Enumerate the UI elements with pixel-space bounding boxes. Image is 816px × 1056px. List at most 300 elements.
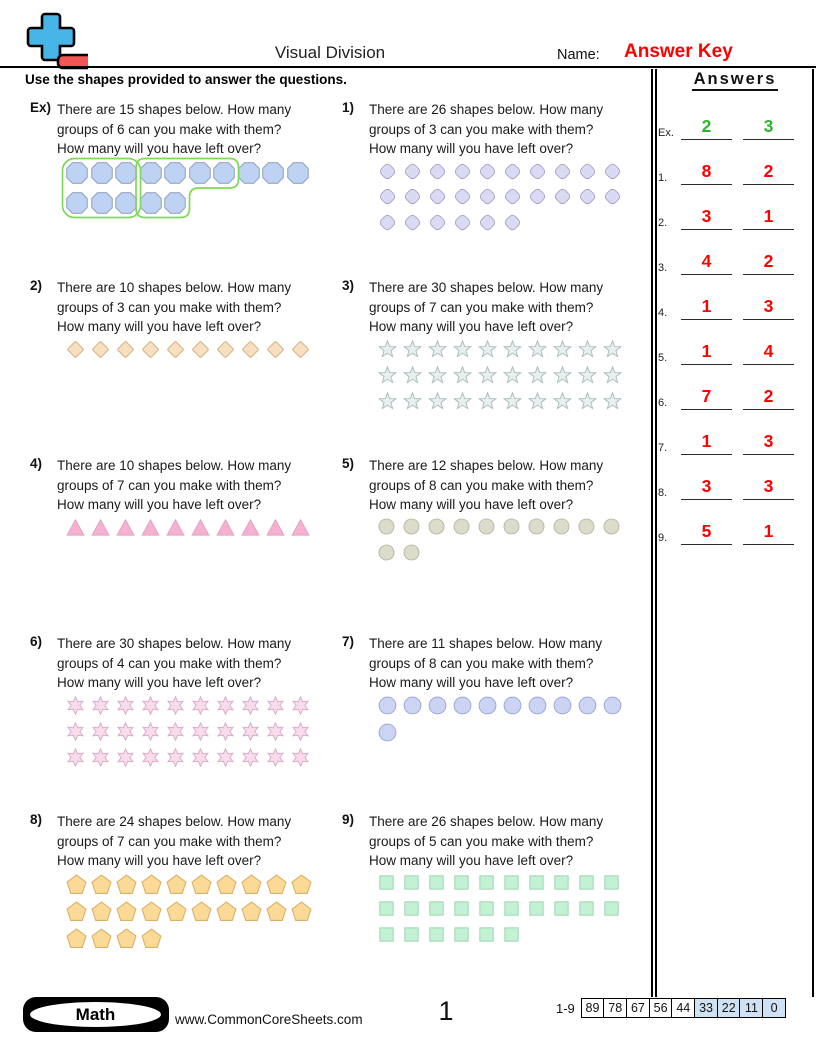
star5-shape-icon (453, 392, 472, 411)
problem-text-line: groups of 7 can you make with them? (57, 833, 282, 849)
star6-shape-icon (91, 722, 110, 741)
octagon-shape-icon (189, 162, 211, 184)
answers-divider-line-right (655, 69, 657, 997)
answer-label: 5. (658, 352, 668, 364)
answer-remainder-blank (743, 386, 794, 410)
square-shape-icon (378, 874, 395, 891)
site-url: www.CommonCoreSheets.com (175, 1012, 363, 1027)
star6-shape-icon (241, 696, 260, 715)
answer-row-3 (658, 243, 810, 275)
square-shape-icon (578, 874, 595, 891)
diamond-rounded-shape-icon (528, 187, 547, 206)
circle-shape-icon (378, 696, 397, 715)
answer-row-ex (658, 108, 810, 140)
circle-shape-icon (378, 544, 395, 561)
star5-shape-icon (503, 392, 522, 411)
octagon-shape-icon (115, 192, 137, 214)
problem-ex (30, 100, 335, 220)
circle-shape-icon (378, 723, 397, 742)
star5-shape-icon (453, 366, 472, 385)
problem-text (369, 634, 647, 693)
square-shape-icon (528, 900, 545, 917)
answer-row-7 (658, 423, 810, 455)
answer-groups-value: 5 (701, 521, 712, 541)
triangle-shape-icon (166, 518, 185, 537)
problem-text-line: groups of 8 can you make with them? (369, 477, 594, 493)
problem-text-line: There are 10 shapes below. How many (57, 458, 292, 473)
diamond-rounded-shape-icon (603, 162, 622, 181)
answer-groups-value: 3 (701, 206, 712, 226)
square-shape-icon (578, 900, 595, 917)
diamond-shape-icon (166, 340, 185, 359)
pentagon-shape-icon (91, 901, 112, 922)
answer-groups-value: 3 (701, 476, 712, 496)
problem-number: 7) (342, 634, 355, 649)
star6-shape-icon (91, 748, 110, 767)
diamond-rounded-shape-icon (503, 213, 522, 232)
problem-text-line: groups of 8 can you make with them? (369, 655, 594, 671)
diamond-rounded-shape-icon (553, 162, 572, 181)
diamond-rounded-shape-icon (553, 187, 572, 206)
square-shape-icon (553, 874, 570, 891)
square-shape-icon (428, 926, 445, 943)
problem-text-line: How many will you have left over? (369, 497, 574, 512)
pentagon-shape-icon (116, 874, 137, 895)
star5-shape-icon (578, 366, 597, 385)
square-shape-icon (403, 874, 420, 891)
problem-text (369, 278, 647, 337)
octagon-shape-icon (164, 162, 186, 184)
square-shape-icon (553, 900, 570, 917)
star6-shape-icon (241, 722, 260, 741)
problem-text (57, 100, 335, 159)
problem-number: 6) (30, 634, 43, 649)
diamond-rounded-shape-icon (578, 187, 597, 206)
diamond-shape-icon (291, 340, 310, 359)
circle-shape-icon (528, 696, 547, 715)
star5-shape-icon (603, 366, 622, 385)
answer-groups-value: 8 (701, 161, 712, 181)
star5-shape-icon (403, 392, 422, 411)
answer-remainder-value: 3 (763, 476, 774, 496)
star5-shape-icon (453, 340, 472, 359)
answer-groups-blank (681, 161, 732, 185)
star5-shape-icon (478, 366, 497, 385)
diamond-shape-icon (266, 340, 285, 359)
answer-groups-blank (681, 296, 732, 320)
square-shape-icon (603, 874, 620, 891)
name-label: Name: (557, 47, 600, 63)
score-cell: 44 (671, 998, 695, 1018)
diamond-rounded-shape-icon (453, 213, 472, 232)
page-number: 1 (438, 996, 454, 1026)
star5-shape-icon (528, 392, 547, 411)
answer-row-4 (658, 288, 810, 320)
pentagon-shape-icon (216, 901, 237, 922)
problem-number: 5) (342, 456, 355, 471)
diamond-rounded-shape-icon (378, 187, 397, 206)
problem-text-line: How many will you have left over? (369, 853, 574, 868)
star6-shape-icon (291, 696, 310, 715)
star6-shape-icon (216, 722, 235, 741)
pentagon-shape-icon (66, 928, 87, 949)
problem-number: 1) (342, 100, 355, 115)
pentagon-shape-icon (91, 874, 112, 895)
square-shape-icon (603, 900, 620, 917)
square-shape-icon (478, 874, 495, 891)
diamond-shape-icon (66, 340, 85, 359)
star5-shape-icon (503, 366, 522, 385)
shape-grid (378, 518, 647, 567)
star5-shape-icon (578, 340, 597, 359)
shape-grid (378, 340, 647, 417)
circle-shape-icon (503, 696, 522, 715)
answer-remainder-value: 1 (763, 206, 774, 226)
star6-shape-icon (291, 722, 310, 741)
answer-label: Ex. (658, 127, 674, 139)
problem-8 (30, 812, 335, 955)
answer-remainder-blank (743, 476, 794, 500)
answer-groups-blank (681, 386, 732, 410)
score-table (556, 998, 786, 1018)
circle-shape-icon (403, 696, 422, 715)
diamond-rounded-shape-icon (403, 187, 422, 206)
star6-shape-icon (266, 748, 285, 767)
score-cell: 0 (762, 998, 786, 1018)
answer-remainder-value: 3 (763, 296, 774, 316)
square-shape-icon (428, 900, 445, 917)
answer-groups-blank (681, 521, 732, 545)
square-shape-icon (378, 926, 395, 943)
square-shape-icon (478, 926, 495, 943)
problem-text-line: How many will you have left over? (57, 319, 262, 334)
problem-text-line: There are 26 shapes below. How many (369, 814, 604, 829)
circle-shape-icon (403, 518, 420, 535)
circle-shape-icon (578, 696, 597, 715)
star6-shape-icon (291, 748, 310, 767)
circle-shape-icon (503, 518, 520, 535)
diamond-rounded-shape-icon (453, 187, 472, 206)
star5-shape-icon (528, 366, 547, 385)
star6-shape-icon (66, 722, 85, 741)
answer-remainder-value: 2 (763, 251, 774, 271)
shape-grid (378, 696, 647, 748)
star6-shape-icon (216, 748, 235, 767)
problem-text-line: How many will you have left over? (57, 675, 262, 690)
pentagon-shape-icon (141, 928, 162, 949)
answer-row-1 (658, 153, 810, 185)
triangle-shape-icon (241, 518, 260, 537)
diamond-shape-icon (191, 340, 210, 359)
pentagon-shape-icon (116, 901, 137, 922)
diamond-rounded-shape-icon (403, 213, 422, 232)
diamond-rounded-shape-icon (478, 187, 497, 206)
star6-shape-icon (116, 748, 135, 767)
star6-shape-icon (266, 696, 285, 715)
answer-remainder-blank (743, 251, 794, 275)
star5-shape-icon (603, 340, 622, 359)
pentagon-shape-icon (291, 874, 312, 895)
star6-shape-icon (116, 696, 135, 715)
star6-shape-icon (241, 748, 260, 767)
star5-shape-icon (378, 340, 397, 359)
pentagon-shape-icon (266, 901, 287, 922)
diamond-rounded-shape-icon (453, 162, 472, 181)
problem-text (57, 634, 335, 693)
problem-text-line: There are 24 shapes below. How many (57, 814, 292, 829)
problem-text-line: How many will you have left over? (369, 141, 574, 156)
problem-text-line: groups of 7 can you make with them? (369, 299, 594, 315)
star6-shape-icon (91, 696, 110, 715)
instruction-text: Use the shapes provided to answer the questions. (25, 72, 347, 87)
triangle-shape-icon (91, 518, 110, 537)
score-cell: 78 (603, 998, 627, 1018)
diamond-rounded-shape-icon (503, 187, 522, 206)
circle-shape-icon (428, 518, 445, 535)
answer-remainder-value: 3 (763, 116, 774, 136)
answer-remainder-value: 1 (763, 521, 774, 541)
diamond-shape-icon (91, 340, 110, 359)
problem-1 (342, 100, 647, 238)
star5-shape-icon (378, 366, 397, 385)
score-cell: 22 (717, 998, 741, 1018)
answer-label: 9. (658, 532, 668, 544)
star5-shape-icon (403, 366, 422, 385)
star6-shape-icon (166, 748, 185, 767)
answer-label: 4. (658, 307, 668, 319)
answer-row-9 (658, 513, 810, 545)
problem-text-line: There are 30 shapes below. How many (369, 280, 604, 295)
star6-shape-icon (141, 748, 160, 767)
square-shape-icon (403, 900, 420, 917)
problem-text (369, 812, 647, 871)
answer-remainder-value: 3 (763, 431, 774, 451)
octagon-shape-icon (66, 192, 88, 214)
circle-shape-icon (453, 518, 470, 535)
diamond-rounded-shape-icon (428, 187, 447, 206)
answer-groups-blank (681, 476, 732, 500)
circle-shape-icon (553, 518, 570, 535)
problem-text-line: groups of 5 can you make with them? (369, 833, 594, 849)
score-cell: 89 (581, 998, 605, 1018)
answer-row-5 (658, 333, 810, 365)
answer-groups-blank (681, 341, 732, 365)
diamond-rounded-shape-icon (528, 162, 547, 181)
octagon-shape-icon (115, 162, 137, 184)
answer-label: 1. (658, 172, 668, 184)
pentagon-shape-icon (116, 928, 137, 949)
diamond-rounded-shape-icon (578, 162, 597, 181)
answer-groups-value: 7 (701, 386, 712, 406)
problem-text (57, 456, 335, 515)
answer-remainder-blank (743, 341, 794, 365)
problem-text-line: How many will you have left over? (57, 853, 262, 868)
square-shape-icon (528, 874, 545, 891)
circle-shape-icon (578, 518, 595, 535)
square-shape-icon (478, 900, 495, 917)
answer-label: 2. (658, 217, 668, 229)
pentagon-shape-icon (66, 874, 87, 895)
triangle-shape-icon (66, 518, 85, 537)
pentagon-shape-icon (141, 901, 162, 922)
star6-shape-icon (141, 722, 160, 741)
score-range-label: 1-9 (556, 1000, 575, 1016)
problem-9 (342, 812, 647, 949)
problem-text-line: How many will you have left over? (369, 675, 574, 690)
header-divider (0, 66, 816, 68)
pentagon-shape-icon (91, 928, 112, 949)
answer-groups-value: 1 (701, 296, 712, 316)
pentagon-shape-icon (266, 874, 287, 895)
problem-2 (30, 278, 335, 365)
star5-shape-icon (553, 366, 572, 385)
problem-7 (342, 634, 647, 748)
star5-shape-icon (403, 340, 422, 359)
shape-grid (66, 696, 335, 773)
answer-row-8 (658, 468, 810, 500)
answer-groups-blank (681, 116, 732, 140)
star5-shape-icon (478, 392, 497, 411)
pentagon-shape-icon (141, 874, 162, 895)
star5-shape-icon (428, 392, 447, 411)
pentagon-shape-icon (216, 874, 237, 895)
answer-remainder-blank (743, 431, 794, 455)
score-cell: 33 (694, 998, 718, 1018)
answer-remainder-blank (743, 116, 794, 140)
star6-shape-icon (116, 722, 135, 741)
diamond-rounded-shape-icon (378, 213, 397, 232)
circle-shape-icon (478, 518, 495, 535)
circle-shape-icon (603, 696, 622, 715)
diamond-rounded-shape-icon (478, 162, 497, 181)
star6-shape-icon (191, 696, 210, 715)
problem-number: 8) (30, 812, 43, 827)
octagon-shape-icon (238, 162, 260, 184)
pentagon-shape-icon (166, 901, 187, 922)
problem-text-line: How many will you have left over? (369, 319, 574, 334)
square-shape-icon (453, 900, 470, 917)
shape-grid (66, 518, 335, 543)
problem-number: 4) (30, 456, 43, 471)
star6-shape-icon (141, 696, 160, 715)
circle-shape-icon (553, 696, 572, 715)
star5-shape-icon (528, 340, 547, 359)
problem-text (369, 100, 647, 159)
answer-remainder-value: 4 (763, 341, 774, 361)
answers-heading-label: Answers (692, 70, 779, 91)
square-shape-icon (378, 900, 395, 917)
score-cell: 11 (739, 998, 763, 1018)
star5-shape-icon (503, 340, 522, 359)
star5-shape-icon (428, 340, 447, 359)
pentagon-shape-icon (166, 874, 187, 895)
answer-groups-blank (681, 251, 732, 275)
problem-number: 9) (342, 812, 355, 827)
problem-text-line: There are 10 shapes below. How many (57, 280, 292, 295)
star6-shape-icon (191, 722, 210, 741)
triangle-shape-icon (116, 518, 135, 537)
answer-label: 7. (658, 442, 668, 454)
square-shape-icon (503, 926, 520, 943)
diamond-rounded-shape-icon (428, 162, 447, 181)
circle-shape-icon (378, 518, 395, 535)
answer-remainder-value: 2 (763, 386, 774, 406)
problem-text (369, 456, 647, 515)
square-shape-icon (428, 874, 445, 891)
example-group-loops (66, 162, 67, 163)
star5-shape-icon (578, 392, 597, 411)
diamond-shape-icon (216, 340, 235, 359)
octagon-shape-icon (91, 162, 113, 184)
math-badge (23, 997, 169, 1032)
pentagon-shape-icon (291, 901, 312, 922)
star5-shape-icon (378, 392, 397, 411)
pentagon-shape-icon (191, 901, 212, 922)
octagon-shape-icon (164, 192, 186, 214)
answer-remainder-blank (743, 521, 794, 545)
shape-grid (66, 162, 335, 220)
answer-row-6 (658, 378, 810, 410)
star6-shape-icon (66, 696, 85, 715)
problem-text-line: groups of 4 can you make with them? (57, 655, 282, 671)
pentagon-shape-icon (241, 874, 262, 895)
octagon-shape-icon (287, 162, 309, 184)
answer-remainder-blank (743, 161, 794, 185)
problem-text-line: groups of 3 can you make with them? (369, 121, 594, 137)
diamond-rounded-shape-icon (503, 162, 522, 181)
score-cell: 67 (626, 998, 650, 1018)
plus-minus-logo-icon (22, 10, 88, 70)
star5-shape-icon (603, 392, 622, 411)
circle-shape-icon (403, 544, 420, 561)
diamond-shape-icon (116, 340, 135, 359)
problem-text (57, 278, 335, 337)
star6-shape-icon (266, 722, 285, 741)
diamond-rounded-shape-icon (403, 162, 422, 181)
star5-shape-icon (553, 392, 572, 411)
answer-groups-value: 2 (701, 116, 712, 136)
problem-5 (342, 456, 647, 567)
answer-label: 6. (658, 397, 668, 409)
problem-text-line: There are 26 shapes below. How many (369, 102, 604, 117)
triangle-shape-icon (266, 518, 285, 537)
problem-text-line: There are 12 shapes below. How many (369, 458, 604, 473)
diamond-shape-icon (241, 340, 260, 359)
page-right-border-line (812, 69, 814, 997)
circle-shape-icon (478, 696, 497, 715)
pentagon-shape-icon (241, 901, 262, 922)
answer-label: 8. (658, 487, 668, 499)
problem-text-line: There are 15 shapes below. How many (57, 102, 292, 117)
problem-text-line: groups of 6 can you make with them? (57, 121, 282, 137)
triangle-shape-icon (141, 518, 160, 537)
star6-shape-icon (66, 748, 85, 767)
answers-heading (660, 70, 810, 89)
brand-label: Math (28, 1000, 163, 1029)
answer-groups-blank (681, 431, 732, 455)
problem-number: Ex) (30, 100, 52, 115)
problem-6 (30, 634, 335, 773)
problem-text (57, 812, 335, 871)
shape-grid (378, 162, 647, 238)
octagon-shape-icon (140, 162, 162, 184)
star5-shape-icon (478, 340, 497, 359)
shape-grid (378, 874, 647, 949)
problem-number: 3) (342, 278, 355, 293)
problem-text-line: There are 30 shapes below. How many (57, 636, 292, 651)
answers-divider-line-left (651, 69, 653, 997)
diamond-rounded-shape-icon (603, 187, 622, 206)
